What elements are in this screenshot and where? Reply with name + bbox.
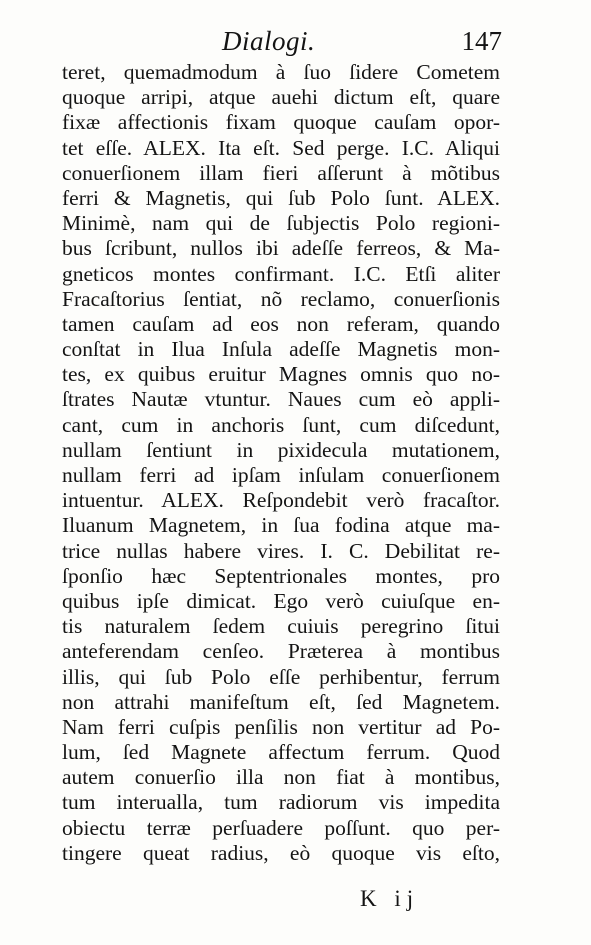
text-line: ſtrates Nautæ vtuntur. Naues cum eò appli-	[62, 387, 500, 412]
text-line: quibus ipſe dimicat. Ego verò cuiuſque en-	[62, 588, 500, 613]
text-line: bus ſcribunt, nullos ibi adeſſe ferreos, & Ma-	[62, 236, 500, 261]
text-line: Minimè, nam qui de ſubjectis Polo regioni-	[62, 211, 500, 236]
text-line: quoque arripi, atque auehi dictum eſt, quare	[62, 85, 500, 110]
signature-mark: K ij	[360, 886, 420, 911]
text-line: ferri & Magnetis, qui ſub Polo ſunt. ALEX.	[62, 185, 500, 210]
text-line: nullam ſentiunt in pixidecula mutationem,	[62, 437, 500, 462]
text-line: teret, quemadmodum à ſuo ſidere Cometem	[62, 60, 500, 84]
text-line: fixæ affectionis fixam quoque cauſam opor-	[62, 110, 500, 135]
text-line: conſtat in Ilua Inſula adeſſe Magnetis mon-	[62, 337, 500, 362]
text-line: tet eſſe. ALEX. Ita eſt. Sed perge. I.C. Aliqui	[62, 135, 500, 160]
text-line: ſponſio hæc Septentrionales montes, pro	[62, 563, 500, 588]
text-line: tingere queat radius, eò quoque vis eſto,	[62, 840, 500, 865]
text-line: gneticos montes confirmant. I.C. Etſi aliter	[62, 261, 500, 286]
text-line: tum interualla, tum radiorum vis impedita	[62, 790, 500, 815]
text-line: Iluanum Magnetem, in ſua fodina atque ma-	[62, 513, 500, 538]
text-line: autem conuerſio illa non fiat à montibus,	[62, 765, 500, 790]
text-line: Fracaſtorius ſentiat, nõ reclamo, conuerſionis	[62, 286, 500, 311]
text-line: tis naturalem ſedem cuiuis peregrino ſitui	[62, 614, 500, 639]
text-line: cant, cum in anchoris ſunt, cum diſcedunt,	[62, 412, 500, 437]
text-line: nullam ferri ad ipſam inſulam conuerſionem	[62, 463, 500, 487]
text-line: tamen cauſam ad eos non referam, quando	[62, 311, 500, 336]
text-line: conuerſionem illam fieri aſſerunt à mõtibus	[62, 160, 500, 185]
text-line: intuentur. ALEX. Reſpondebit verò fracaſtor.	[62, 488, 500, 513]
text-line: trice nullas habere vires. I. C. Debilitat re-	[62, 538, 500, 563]
running-title: Dialogi.	[222, 26, 316, 56]
running-head	[62, 22, 502, 60]
text-line: anteferendam cenſeo. Præterea à montibus	[62, 639, 500, 664]
text-line: Nam ferri cuſpis penſilis non vertitur ad Po-	[62, 714, 500, 739]
text-line: non attrahi manifeſtum eſt, ſed Magnetem.	[62, 689, 500, 714]
text-line: lum, ſed Magnete affectum ferrum. Quod	[62, 740, 500, 765]
page-number: 147	[461, 26, 502, 56]
text-line: illis, qui ſub Polo eſſe perhibentur, ferrum	[62, 664, 500, 689]
body-text	[62, 60, 500, 866]
text-line: obiectu terræ perſuadere poſſunt. quo per-	[62, 815, 500, 840]
text-line: tes, ex quibus eruitur Magnes omnis quo no-	[62, 362, 500, 387]
